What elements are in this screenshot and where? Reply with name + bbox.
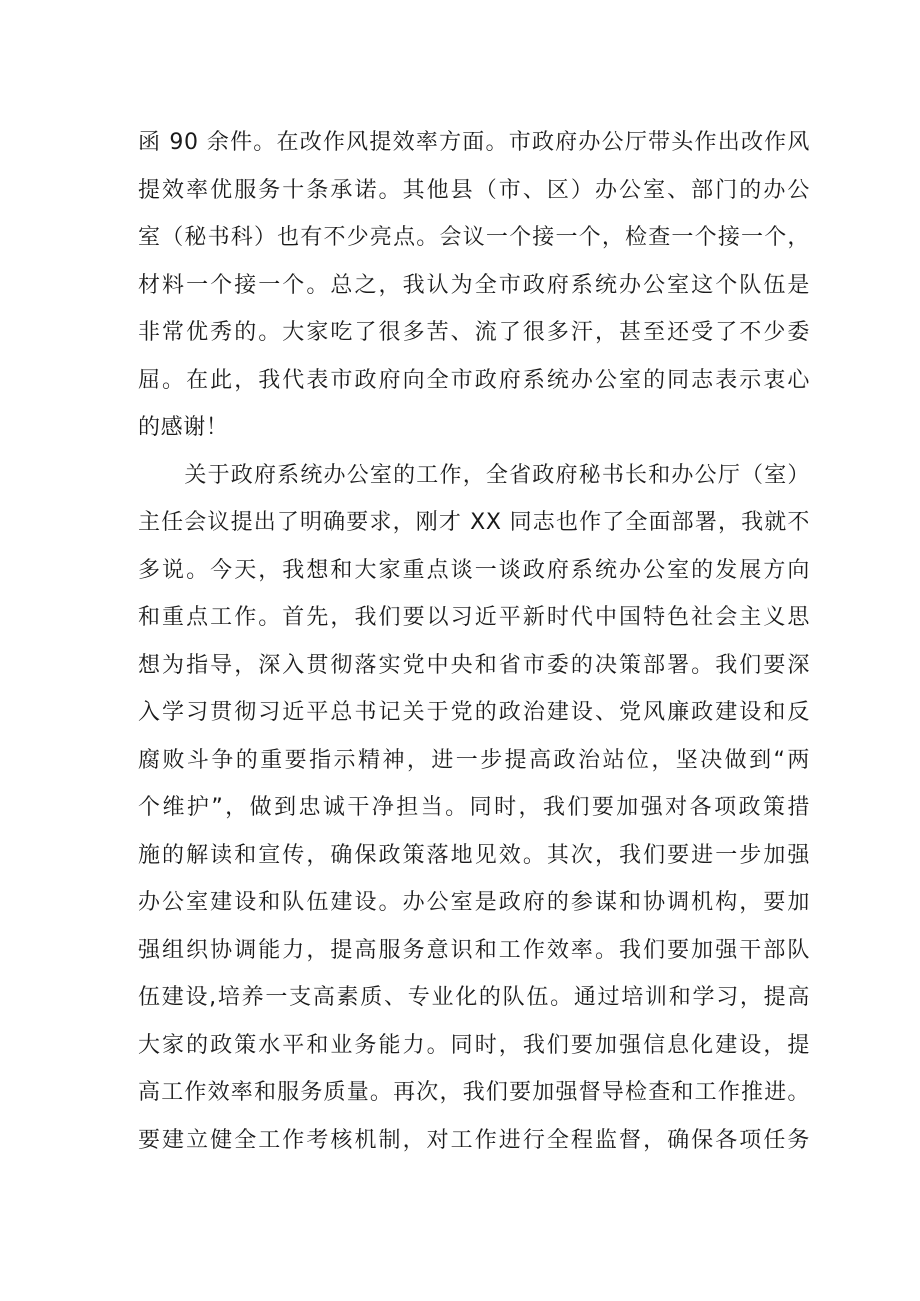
text-line: 材料一个接一个。总之，我认为全市政府系统办公室这个队伍是 <box>138 272 810 298</box>
text-line: 强组织协调能力，提高服务意识和工作效率。我们要加强干部队 <box>138 937 810 963</box>
text-line: 入学习贯彻习近平总书记关于党的政治建设、党风廉政建设和反 <box>138 700 810 725</box>
text-line: 想为指导，深入贯彻落实党中央和省市委的决策部署。我们要深 <box>138 652 810 678</box>
text-line: 要建立健全工作考核机制，对工作进行全程监督，确保各项任务 <box>138 1127 810 1153</box>
text-line: 高工作效率和服务质量。再次，我们要加强督导检查和工作推进。 <box>138 1080 810 1105</box>
text-line: 施的解读和宣传，确保政策落地见效。其次，我们要进一步加强 <box>138 842 810 868</box>
text-line: 腐败斗争的重要指示精神，进一步提高政治站位，坚决做到“两 <box>138 747 810 773</box>
text-line: 函 90 余件。在改作风提效率方面。市政府办公厅带头作出改作风 <box>138 130 810 155</box>
text-line: 个维护”，做到忠诚干净担当。同时，我们要加强对各项政策措 <box>138 795 810 820</box>
text-line: 主任会议提出了明确要求，刚才 XX 同志也作了全面部署，我就不 <box>138 510 810 535</box>
text-line: 多说。今天，我想和大家重点谈一谈政府系统办公室的发展方向 <box>138 557 810 583</box>
text-line: 和重点工作。首先，我们要以习近平新时代中国特色社会主义思 <box>138 605 810 630</box>
text-line: 伍建设,培养一支高素质、专业化的队伍。通过培训和学习，提高 <box>138 985 810 1010</box>
text-line: 室（秘书科）也有不少亮点。会议一个接一个，检查一个接一个， <box>138 225 810 250</box>
text-line: 屈。在此，我代表市政府向全市政府系统办公室的同志表示衷心 <box>138 367 810 393</box>
text-line: 办公室建设和队伍建设。办公室是政府的参谋和协调机构，要加 <box>138 890 810 915</box>
text-line: 大家的政策水平和业务能力。同时，我们要加强信息化建设，提 <box>138 1032 810 1058</box>
text-line: 提效率优服务十条承诺。其他县（市、区）办公室、部门的办公 <box>138 177 810 203</box>
text-line: 的感谢！ <box>138 415 229 440</box>
text-line: 关于政府系统办公室的工作，全省政府秘书长和办公厅（室） <box>138 462 810 488</box>
text-line: 非常优秀的。大家吃了很多苦、流了很多汗，甚至还受了不少委 <box>138 320 810 345</box>
document-body <box>138 119 810 1164</box>
